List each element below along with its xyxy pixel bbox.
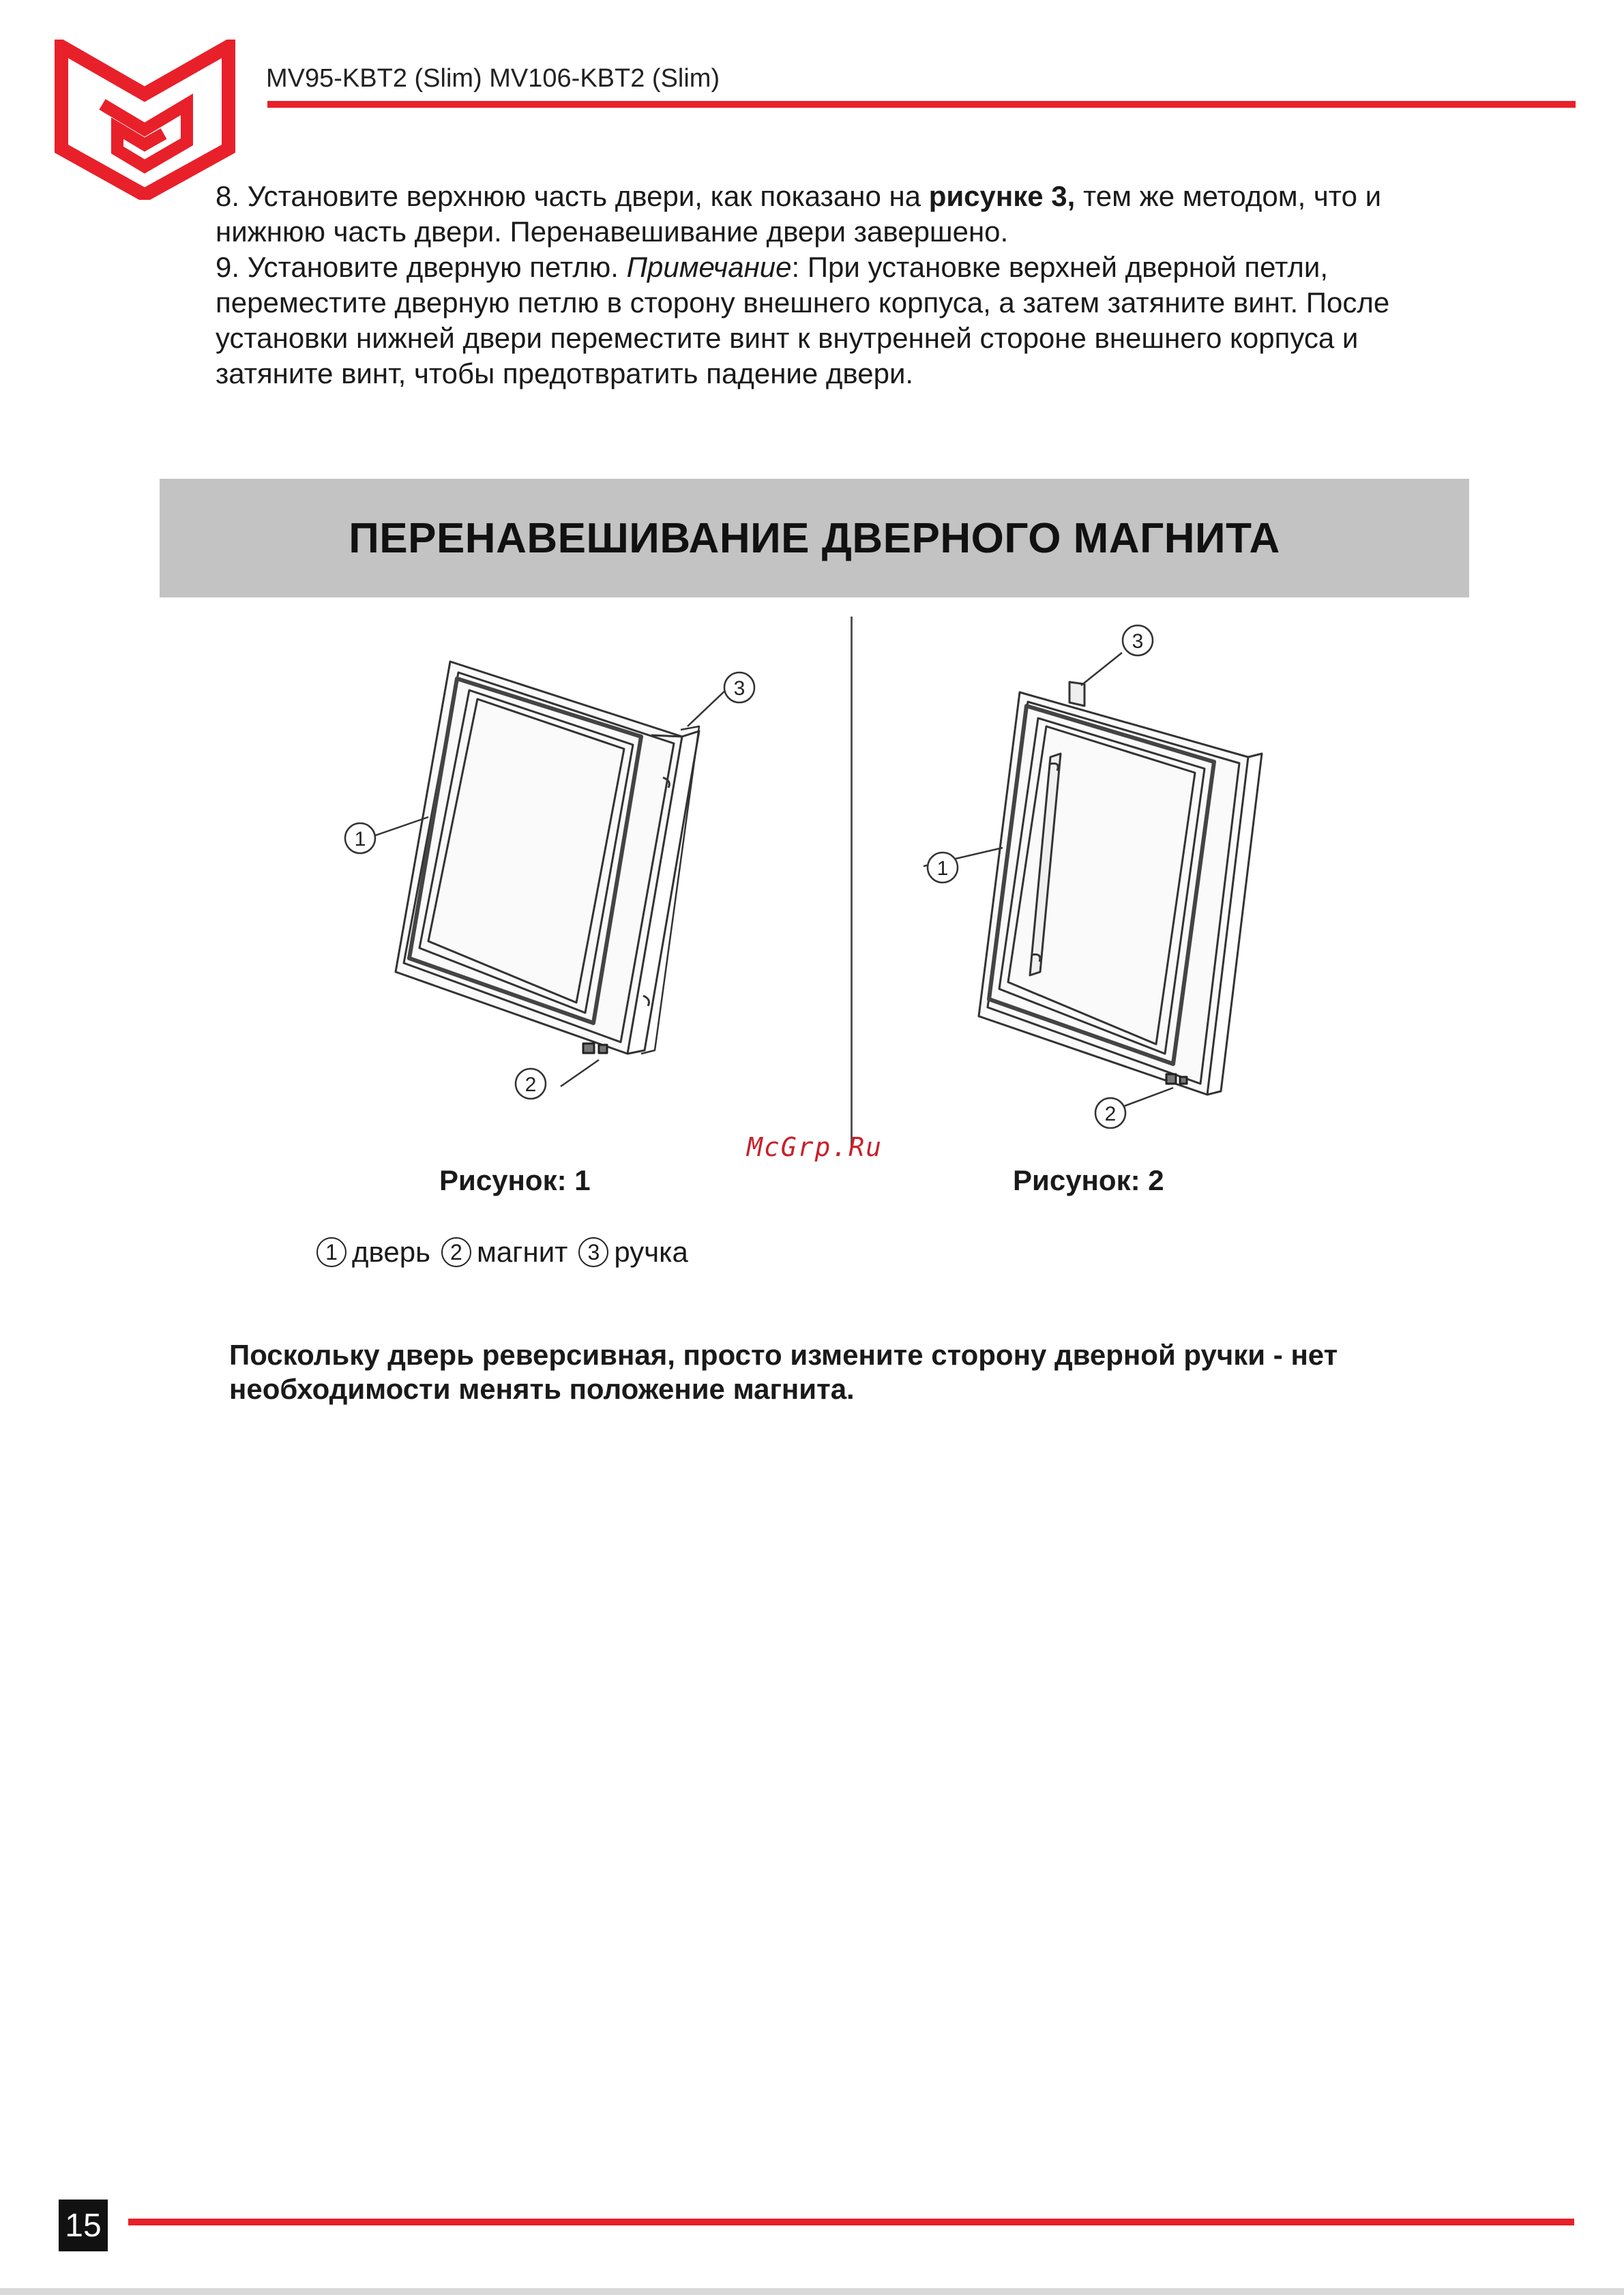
step-8 bbox=[216, 179, 1443, 250]
svg-text:3: 3 bbox=[1132, 630, 1144, 653]
step-9-text: 9. Установите дверную петлю. bbox=[216, 251, 627, 283]
step-8-text: 8. Установите верхнюю часть двери, как показано на bbox=[216, 180, 929, 212]
figure-divider bbox=[851, 617, 853, 1149]
svg-text:3: 3 bbox=[733, 677, 745, 700]
note-text: Поскольку дверь реверсивная, просто измените сторону дверной ручки - нет необходимости менять положение магнита. bbox=[229, 1339, 1338, 1405]
svg-text:2: 2 bbox=[1104, 1103, 1117, 1125]
figure-2-caption: Рисунок: 2 bbox=[1013, 1164, 1164, 1196]
step-9-text-end: : При установке верхней дверной петли, переместите дверную петлю в сторону внешнего корпуса, а затем затяните винт. После установки нижней двери переместите винт к внутренней стороне внешнего корпуса и затяните винт, чтобы предотвратить падение двери. bbox=[216, 251, 1390, 389]
step-9-note-label: Примечание bbox=[626, 251, 792, 283]
instructions-text bbox=[216, 179, 1443, 391]
legend-number-2: 2 bbox=[441, 1237, 471, 1267]
watermark: McGrp.Ru bbox=[747, 1132, 883, 1162]
step-8-text-end: тем же методом, что и нижнюю часть двери. Перенавешивание двери завершено. bbox=[216, 180, 1382, 248]
step-9 bbox=[216, 250, 1443, 391]
brand-logo-icon bbox=[55, 40, 235, 200]
callout-3 bbox=[724, 672, 754, 702]
legend-item-handle bbox=[578, 1236, 688, 1269]
figure-2-door-diagram bbox=[887, 617, 1310, 1129]
legend-item-magnet bbox=[441, 1236, 567, 1269]
callout-3-fig2 bbox=[1123, 625, 1153, 655]
svg-text:2: 2 bbox=[525, 1074, 537, 1096]
footer-divider bbox=[128, 2219, 1574, 2225]
step-8-bold: рисунке 3, bbox=[928, 180, 1076, 212]
model-title: MV95-KBT2 (Slim) MV106-KBT2 (Slim) bbox=[266, 64, 720, 93]
legend-label-3: ручка bbox=[614, 1236, 688, 1268]
legend-number-3: 3 bbox=[578, 1237, 608, 1267]
callout-1 bbox=[345, 823, 375, 853]
header-divider bbox=[267, 101, 1576, 108]
page-number: 15 bbox=[59, 2200, 108, 2251]
figure-legend bbox=[316, 1236, 692, 1269]
legend-number-1: 1 bbox=[316, 1237, 346, 1267]
section-banner bbox=[160, 479, 1469, 597]
section-title: ПЕРЕНАВЕШИВАНИЕ ДВЕРНОГО МАГНИТА bbox=[349, 514, 1280, 562]
legend-item-door bbox=[316, 1236, 430, 1269]
figure-1-caption: Рисунок: 1 bbox=[439, 1164, 591, 1196]
callout-2-fig2 bbox=[1095, 1098, 1125, 1128]
legend-label-1: дверь bbox=[352, 1236, 430, 1268]
page-edge bbox=[0, 2288, 1624, 2295]
figure-1-door-diagram bbox=[273, 627, 805, 1105]
svg-text:1: 1 bbox=[936, 857, 949, 880]
callout-1-fig2 bbox=[928, 853, 958, 883]
callout-2 bbox=[516, 1069, 546, 1099]
svg-text:1: 1 bbox=[354, 828, 366, 850]
legend-label-2: магнит bbox=[476, 1236, 568, 1268]
